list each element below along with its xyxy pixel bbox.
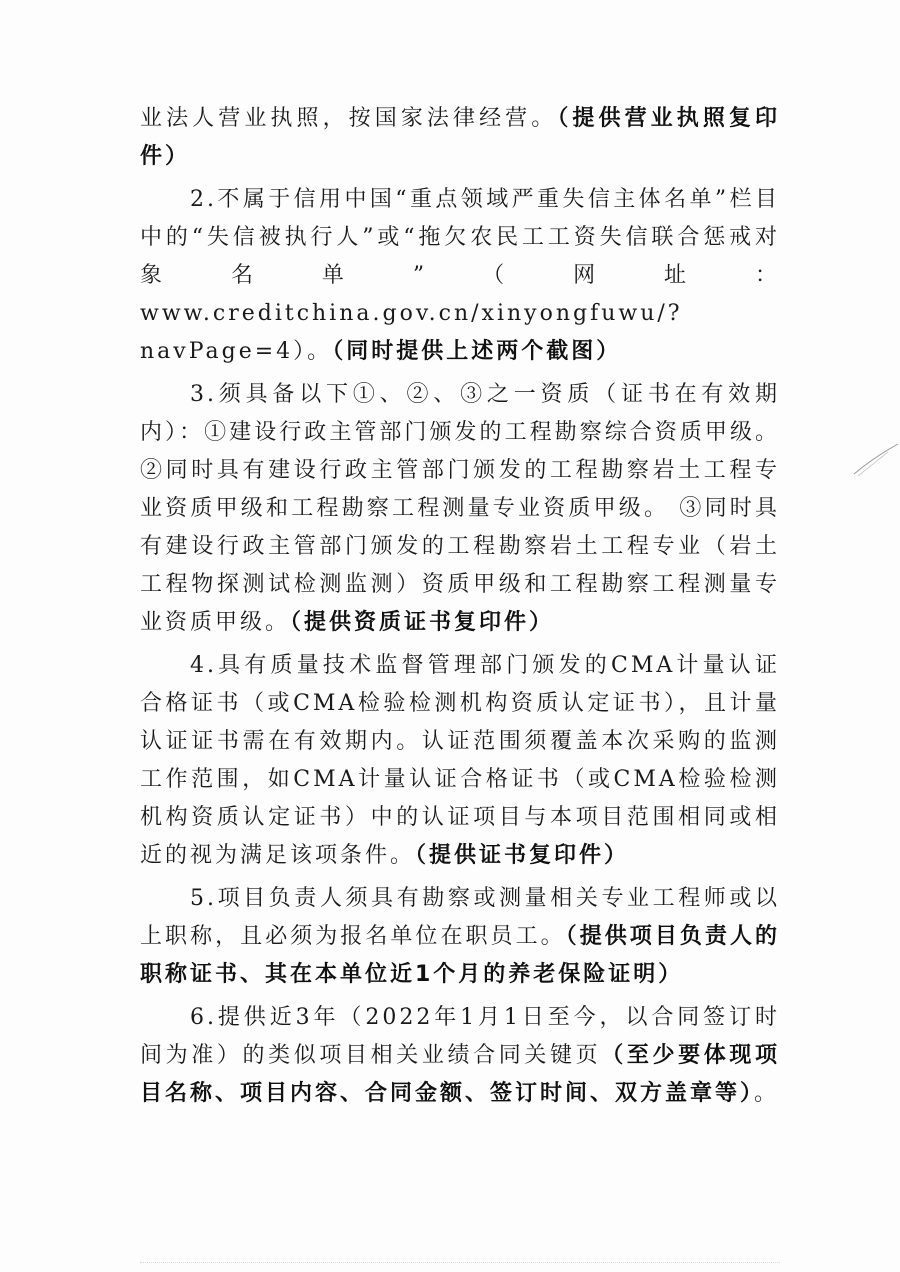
- paragraph-6-tail: 。: [754, 1081, 780, 1106]
- document-body: [140, 100, 780, 1118]
- paragraph-3: [140, 376, 780, 642]
- paragraph-2: [140, 181, 780, 371]
- paragraph-1-text: 业法人营业执照，按国家法律经营。: [140, 106, 558, 131]
- paragraph-3-text: 3.须具备以下①、②、③之一资质（证书在有效期内）：①建设行政主管部门颁发的工程勘察综合资质甲级。②同时具有建设行政主管部门颁发的工程勘察岩土工程专业资质甲级和工程勘察工程测量专业资质甲级。 ③同时具有建设行政主管部门颁发的工程勘察岩土工程专业（岩土工程物探测试检测监测）资质甲级和工程勘察工程测量专业资质甲级。: [140, 382, 780, 635]
- paragraph-6-requirement: （至少要体现项目名称、项目内容、合同金额、签订时间、双方盖章等）: [140, 1043, 780, 1106]
- scan-edge-dots: [140, 1262, 780, 1265]
- paragraph-3-requirement: （提供资质证书复印件）: [290, 610, 555, 635]
- paragraph-5: [140, 880, 780, 994]
- paragraph-4: [140, 647, 780, 875]
- pen-stroke-mark: [852, 440, 900, 480]
- paragraph-6: [140, 999, 780, 1113]
- paragraph-5-text: 5.项目负责人须具有勘察或测量相关专业工程师或以上职称，且必须为报名单位在职员工。: [140, 886, 780, 949]
- paragraph-2-requirement: （同时提供上述两个截图）: [332, 339, 622, 364]
- paragraph-4-requirement: （提供证书复印件）: [415, 843, 630, 868]
- paragraph-6-text: 6.提供近3年（2022年1月1日至今，以合同签订时间为准）的类似项目相关业绩合同关键页: [140, 1005, 780, 1068]
- paragraph-4-text: 4.具有质量技术监督管理部门颁发的CMA计量认证合格证书（或CMA检验检测机构资质认定证书），且计量认证证书需在有效期内。认证范围须覆盖本次采购的监测工作范围，如CMA计量认证合格证书（或CMA检验检测机构资质认定证书）中的认证项目与本项目范围相同或相近的视为满足该项条件。: [140, 653, 780, 868]
- paragraph-1: [140, 100, 780, 176]
- paragraph-1-requirement: （提供营业执照复印件）: [140, 106, 780, 169]
- paragraph-5-requirement: （提供项目负责人的职称证书、其在本单位近1个月的养老保险证明）: [140, 924, 780, 987]
- paragraph-2-text: 2.不属于信用中国“重点领域严重失信主体名单”栏目中的“失信被执行人”或“拖欠农民工工资失信联合惩戒对象名单”（网址：www.creditchina.gov.cn/xinyongfuwu/?navPage=4）。: [140, 187, 780, 364]
